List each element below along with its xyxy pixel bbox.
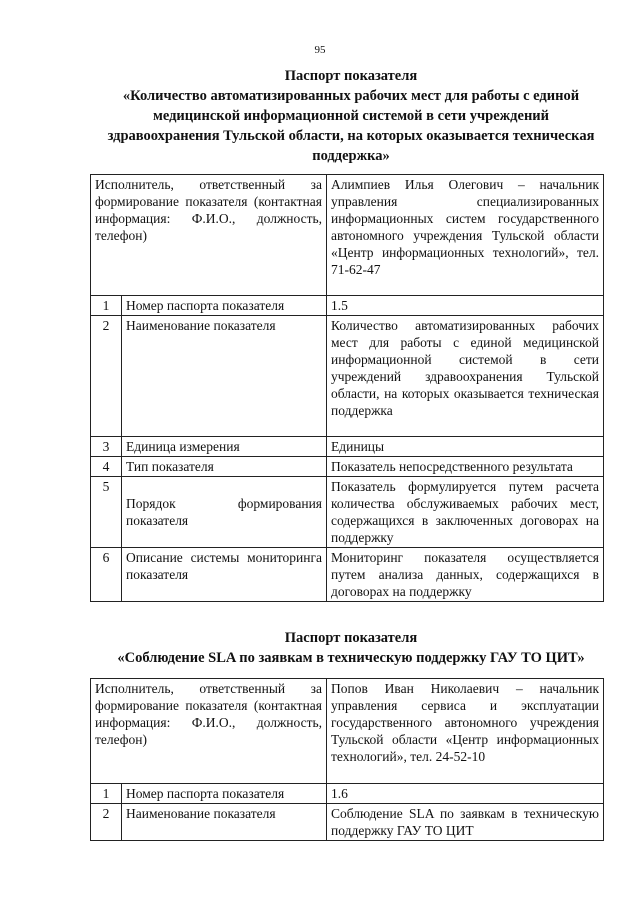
table-row <box>91 175 604 296</box>
row-label: Тип показателя <box>122 457 327 477</box>
passport-title: Паспорт показателя <box>284 630 418 646</box>
row-label: Описание системы мониторинга показателя <box>122 548 327 602</box>
passport-subtitle: «Соблюдение SLA по заявкам в техническую поддержку ГАУ ТО ЦИТ» <box>117 650 585 666</box>
row-number: 2 <box>91 316 122 437</box>
table-row <box>91 316 604 437</box>
table-row <box>91 477 604 548</box>
row-number: 5 <box>91 477 122 548</box>
passport-table-2 <box>90 678 604 841</box>
executor-value: Попов Иван Николаевич – начальник управления сервиса и эксплуатации государственного автономного учреждения Тульской области «Центр информационных технологий», тел. 24-52-10 <box>327 679 604 784</box>
executor-label: Исполнитель, ответственный за формирование показателя (контактная информация: Ф.И.О., должность, телефон) <box>91 679 327 784</box>
table-row <box>91 679 604 784</box>
row-number: 6 <box>91 548 122 602</box>
row-number: 3 <box>91 437 122 457</box>
passport-table-1 <box>90 174 604 602</box>
executor-label: Исполнитель, ответственный за формирование показателя (контактная информация: Ф.И.О., должность, телефон) <box>91 175 327 296</box>
table-row <box>91 296 604 316</box>
row-value: Мониторинг показателя осуществляется путем анализа данных, содержащихся в договорах на поддержку <box>327 548 604 602</box>
passport-title: Паспорт показателя <box>284 68 418 84</box>
row-value: 1.5 <box>327 296 604 316</box>
passport-subtitle: «Количество автоматизированных рабочих мест для работы с единой медицинской информационной системой в сети учреждений здравоохранения Тульской области, на которых оказывается техническая поддержка» <box>107 88 595 164</box>
row-value: Показатель непосредственного результата <box>327 457 604 477</box>
table-row <box>91 804 604 841</box>
row-value: Соблюдение SLA по заявкам в техническую поддержку ГАУ ТО ЦИТ <box>327 804 604 841</box>
row-value: Единицы <box>327 437 604 457</box>
row-value: Количество автоматизированных рабочих мест для работы с единой медицинской информационной системой в сети учреждений здравоохранения Тульской области, на которых оказывается техническая поддержка <box>327 316 604 437</box>
row-number: 1 <box>91 296 122 316</box>
row-label: Наименование показателя <box>122 316 327 437</box>
table-row <box>91 548 604 602</box>
row-label: Порядок формирования показателя <box>122 477 327 548</box>
table-row <box>91 457 604 477</box>
page-number: 95 <box>314 44 326 56</box>
row-number: 4 <box>91 457 122 477</box>
row-label: Номер паспорта показателя <box>122 296 327 316</box>
table-row <box>91 437 604 457</box>
row-number: 2 <box>91 804 122 841</box>
row-value: 1.6 <box>327 784 604 804</box>
passport-heading-2 <box>96 628 606 668</box>
row-number: 1 <box>91 784 122 804</box>
row-label: Номер паспорта показателя <box>122 784 327 804</box>
executor-value: Алимпиев Илья Олегович – начальник управления специализированных информационных систем государственного автономного учреждения Тульской области «Центр информационных технологий», тел. 71-62-47 <box>327 175 604 296</box>
row-label: Наименование показателя <box>122 804 327 841</box>
row-label: Единица измерения <box>122 437 327 457</box>
row-value: Показатель формулируется путем расчета количества обслуживаемых рабочих мест, содержащихся в заключенных договорах на поддержку <box>327 477 604 548</box>
table-row <box>91 784 604 804</box>
passport-heading-1 <box>96 66 606 166</box>
